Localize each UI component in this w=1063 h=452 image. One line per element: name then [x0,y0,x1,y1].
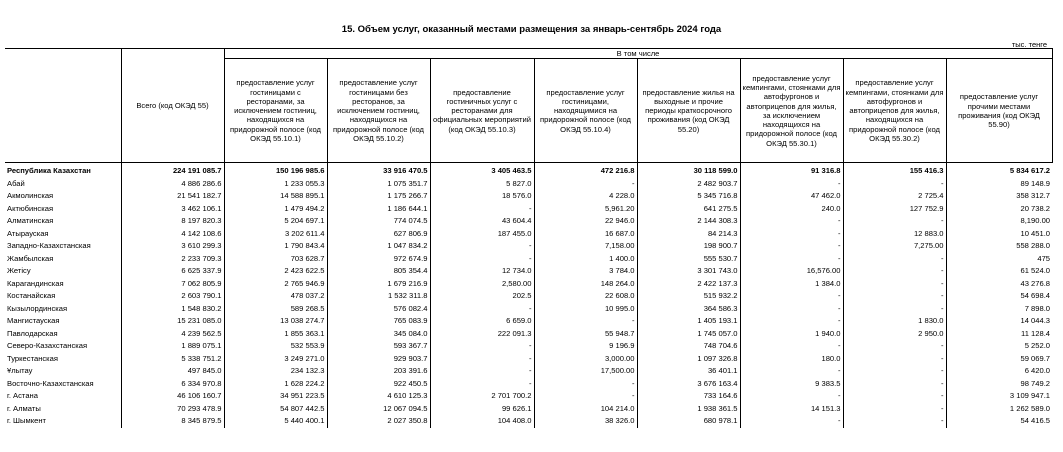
value-cell: 9 196.9 [534,340,637,353]
region-name: Алматинская [5,215,121,228]
value-cell: 34 951 223.5 [224,390,327,403]
value-cell: 55 948.7 [534,328,637,341]
value-cell: 1 075 351.7 [327,178,430,191]
region-name: Ұлытау [5,365,121,378]
table-row [5,415,1052,428]
value-cell: 84 214.3 [637,228,740,241]
region-name: Северо-Казахстанская [5,340,121,353]
value-cell: 2 701 700.2 [430,390,534,403]
value-cell: 61 524.0 [1020,266,1051,276]
value-cell: - [843,390,946,403]
value-cell: 3 109 947.1 [1009,391,1051,401]
value-cell: 1 855 363.1 [224,328,327,341]
value-cell: 478 037.2 [224,290,327,303]
value-cell: 1 679 216.9 [327,278,430,291]
value-cell: 680 978.1 [637,415,740,428]
value-cell: 59 069.7 [1020,353,1051,363]
value-cell: - [430,203,534,216]
value-cell: - [740,228,843,241]
header-col-55-90: предоставление услуг прочими местами проживания (код ОКЭД 55.90) [946,59,1052,163]
value-cell: 6 659.0 [430,315,534,328]
header-col-55-10-1: предоставление услуг гостиницами с ресторанами, за исключением гостиниц, находящихся на придорожной полосе (код ОКЭД 55.10.1) [224,59,327,163]
region-name: Восточно-Казахстанская [5,378,121,391]
value-cell: 2 725.4 [843,190,946,203]
value-cell: 14 044.3 [1020,316,1051,326]
header-total: Всего (код ОКЭД 55) [121,49,224,163]
region-name: Кызылординская [5,303,121,316]
total-value-cell: 2 603 790.1 [121,290,224,303]
value-cell: 1 479 494.2 [224,203,327,216]
value-cell: 187 455.0 [430,228,534,241]
total-value-cell: 497 845.0 [121,365,224,378]
value-cell: 38 326.0 [534,415,637,428]
value-cell: - [843,365,946,378]
table-row [5,353,1052,366]
value-cell: 475 [1037,253,1051,263]
value-cell: - [430,378,534,391]
value-cell: 12 734.0 [430,265,534,278]
value-cell: 198 900.7 [637,240,740,253]
region-name: Западно-Казахстанская [5,240,121,253]
value-cell: 33 916 470.5 [327,163,430,178]
table-row [5,365,1052,378]
value-cell: 10 995.0 [534,303,637,316]
value-cell: 2 422 137.3 [637,278,740,291]
value-cell: 2,580.00 [430,278,534,291]
value-cell: - [740,215,843,228]
value-cell: 4 610 125.3 [327,390,430,403]
header-col-55-20: предоставление жилья на выходные и прочие периоды краткосрочного проживания (код ОКЭД 55.20) [637,59,740,163]
value-cell: 240.0 [740,203,843,216]
value-cell: 1 175 266.7 [327,190,430,203]
value-cell: 17,500.00 [534,365,637,378]
value-cell: 774 074.5 [327,215,430,228]
value-cell: 43 604.4 [430,215,534,228]
value-cell: 14 151.3 [740,403,843,416]
region-name: г. Алматы [5,403,121,416]
total-value-cell: 3 462 106.1 [121,203,224,216]
value-cell: 2 482 903.7 [637,178,740,191]
value-cell: 234 132.3 [224,365,327,378]
table-row [5,240,1052,253]
value-cell: - [534,390,637,403]
total-value-cell: 2 233 709.3 [121,253,224,266]
total-value-cell: 4 142 108.6 [121,228,224,241]
table-row [5,315,1052,328]
value-cell: 1 790 843.4 [224,240,327,253]
value-cell: - [534,178,637,191]
value-cell: - [740,340,843,353]
value-cell: - [740,253,843,266]
value-cell: 148 264.0 [534,278,637,291]
region-name: г. Шымкент [5,415,121,428]
table-row [5,228,1052,241]
value-cell: 748 704.6 [637,340,740,353]
value-cell: 104 214.0 [534,403,637,416]
value-cell: 89 148.9 [1020,178,1051,188]
region-name: г. Астана [5,390,121,403]
value-cell: 5 440 400.1 [224,415,327,428]
value-cell: - [430,253,534,266]
total-value-cell: 6 334 970.8 [121,378,224,391]
region-name: Туркестанская [5,353,121,366]
value-cell: 345 084.0 [327,328,430,341]
value-cell: 155 416.3 [843,163,946,178]
total-value-cell: 21 541 182.7 [121,190,224,203]
value-cell: 4 228.0 [534,190,637,203]
value-cell: 2 765 946.9 [224,278,327,291]
region-name: Атырауская [5,228,121,241]
table-row [5,403,1052,416]
value-cell: 91 316.8 [740,163,843,178]
header-col-55-10-2: предоставление услуг гостиницами без ресторанов, за исключением гостиниц, находящихся на придорожной полосе (код ОКЭД 55.10.2) [327,59,430,163]
header-col-55-30-2: предоставление услуг кемпингами, стоянками для автофургонов и автоприцепов для жилья, находящихся на придорожной полосе (код ОКЭД 55.30.2) [843,59,946,163]
value-cell: 641 275.5 [637,203,740,216]
value-cell: - [740,178,843,191]
value-cell: - [843,278,946,291]
total-value-cell: 224 191 085.7 [121,163,224,178]
region-name: Актюбинская [5,203,121,216]
value-cell: 765 083.9 [327,315,430,328]
value-cell: 18 576.0 [430,190,534,203]
value-cell: 98 749.2 [1020,378,1051,388]
value-cell: 1 186 644.1 [327,203,430,216]
value-cell: 2 144 308.3 [637,215,740,228]
value-cell: 22 946.0 [534,215,637,228]
total-value-cell: 3 610 299.3 [121,240,224,253]
value-cell: 30 118 599.0 [637,163,740,178]
value-cell: 1 940.0 [740,328,843,341]
region-name: Жамбылская [5,253,121,266]
table-row [5,203,1052,216]
value-cell: 1 745 057.0 [637,328,740,341]
table-row [5,340,1052,353]
value-cell: 36 401.1 [637,365,740,378]
value-cell: - [430,240,534,253]
value-cell: 3 202 611.4 [224,228,327,241]
value-cell: 9 383.5 [740,378,843,391]
value-cell: 11 128.4 [1021,328,1051,338]
value-cell: 2 423 622.5 [224,265,327,278]
value-cell: - [740,303,843,316]
value-cell: 7 898.0 [1024,303,1051,313]
value-cell: 222 091.3 [430,328,534,341]
value-cell: 5,961.20 [534,203,637,216]
total-value-cell: 15 231 085.0 [121,315,224,328]
value-cell: 1 262 589.0 [1009,403,1051,413]
unit-label: тыс. тенге [1011,40,1047,49]
table-row [5,290,1052,303]
value-cell: - [430,365,534,378]
total-value-cell: 46 106 160.7 [121,390,224,403]
value-cell: - [740,290,843,303]
value-cell: 558 288.0 [1016,241,1051,251]
total-value-cell: 7 062 805.9 [121,278,224,291]
value-cell: 1 830.0 [843,315,946,328]
table-row [5,328,1052,341]
value-cell: - [843,340,946,353]
value-cell: - [740,390,843,403]
value-cell: - [843,265,946,278]
value-cell: 589 268.5 [224,303,327,316]
value-cell: 10 451.0 [1020,228,1051,238]
value-cell: 150 196 985.6 [224,163,327,178]
value-cell: 43 276.8 [1020,278,1051,288]
value-cell: 922 450.5 [327,378,430,391]
table-row [5,378,1052,391]
table-row [5,303,1052,316]
value-cell: 1 938 361.5 [637,403,740,416]
value-cell: - [430,353,534,366]
total-value-cell: 1 548 830.2 [121,303,224,316]
header-region-corner [5,49,121,163]
header-col-55-30-1: предоставление услуг кемпингами, стоянками для автофургонов и автоприцепов для жилья, за исключением находящихся на придорожной полосе (код ОКЭД 55.30.1) [740,59,843,163]
value-cell: 12 067 094.5 [327,403,430,416]
table-row [5,265,1052,278]
value-cell: 104 408.0 [430,415,534,428]
table-title: 15. Объем услуг, оказанный местами размещения за январь-сентябрь 2024 года [341,24,722,35]
total-value-cell: 6 625 337.9 [121,265,224,278]
region-name: Абай [5,178,121,191]
value-cell: 3 301 743.0 [637,265,740,278]
region-name: Костанайская [5,290,121,303]
value-cell: 3,000.00 [534,353,637,366]
region-name: Республика Казахстан [5,163,121,178]
value-cell: 1 628 224.2 [224,378,327,391]
value-cell: 202.5 [430,290,534,303]
table-row [5,178,1052,191]
value-cell: 1 097 326.8 [637,353,740,366]
value-cell: 358 312.7 [1016,191,1051,201]
value-cell: - [843,290,946,303]
region-name: Жетісу [5,265,121,278]
value-cell: 127 752.9 [843,203,946,216]
value-cell: 3 676 163.4 [637,378,740,391]
table-row-total [5,163,1052,178]
value-cell: - [534,315,637,328]
total-value-cell: 1 889 075.1 [121,340,224,353]
value-cell: 3 405 463.5 [430,163,534,178]
value-cell: 703 628.7 [224,253,327,266]
total-value-cell: 8 197 820.3 [121,215,224,228]
value-cell: 99 626.1 [430,403,534,416]
value-cell: 5 252.0 [1024,341,1051,351]
value-cell: 203 391.6 [327,365,430,378]
value-cell: 16,576.00 [740,265,843,278]
value-cell: - [843,303,946,316]
services-table [5,48,1053,428]
value-cell: 5 834 617.2 [1009,166,1051,176]
value-cell: 364 586.3 [637,303,740,316]
value-cell: 5 204 697.1 [224,215,327,228]
value-cell: 576 082.4 [327,303,430,316]
value-cell: - [843,215,946,228]
value-cell: 5 827.0 [430,178,534,191]
value-cell: - [843,178,946,191]
value-cell: 54 416.5 [1020,416,1051,426]
region-name: Павлодарская [5,328,121,341]
total-value-cell: 8 345 879.5 [121,415,224,428]
value-cell: 2 950.0 [843,328,946,341]
value-cell: 7,158.00 [534,240,637,253]
value-cell: 14 588 895.1 [224,190,327,203]
header-col-55-10-3: предоставление гостиничных услуг с ресторанами для официальных мероприятий (код ОКЭД 55.10.3) [430,59,534,163]
value-cell: - [843,415,946,428]
value-cell: - [740,315,843,328]
value-cell: - [430,303,534,316]
table-row [5,390,1052,403]
value-cell: 1 405 193.1 [637,315,740,328]
value-cell: - [843,378,946,391]
value-cell: 5 345 716.8 [637,190,740,203]
value-cell: 627 806.9 [327,228,430,241]
value-cell: 532 553.9 [224,340,327,353]
value-cell: 1 400.0 [534,253,637,266]
value-cell: 929 903.7 [327,353,430,366]
table-row [5,278,1052,291]
region-name: Карагандинская [5,278,121,291]
table-row [5,253,1052,266]
value-cell: 54 807 442.5 [224,403,327,416]
value-cell: - [843,403,946,416]
total-value-cell: 4 886 286.6 [121,178,224,191]
value-cell: 972 674.9 [327,253,430,266]
value-cell: 515 932.2 [637,290,740,303]
value-cell: 1 047 834.2 [327,240,430,253]
value-cell: 7,275.00 [843,240,946,253]
value-cell: 805 354.4 [327,265,430,278]
value-cell: - [534,378,637,391]
table-row [5,190,1052,203]
value-cell: 3 249 271.0 [224,353,327,366]
value-cell: - [740,415,843,428]
value-cell: 20 738.2 [1020,203,1051,213]
total-value-cell: 5 338 751.2 [121,353,224,366]
value-cell: 593 367.7 [327,340,430,353]
value-cell: 1 532 311.8 [327,290,430,303]
value-cell: 3 784.0 [534,265,637,278]
total-value-cell: 4 239 562.5 [121,328,224,341]
value-cell: 6 420.0 [1024,366,1051,376]
region-name: Акмолинская [5,190,121,203]
value-cell: 555 530.7 [637,253,740,266]
value-cell: 733 164.6 [637,390,740,403]
value-cell: 47 462.0 [740,190,843,203]
header-including: В том числе [224,49,1052,59]
value-cell: - [430,340,534,353]
total-value-cell: 70 293 478.9 [121,403,224,416]
value-cell: - [740,240,843,253]
value-cell: 2 027 350.8 [327,415,430,428]
value-cell: 8,190.00 [1020,216,1051,226]
value-cell: 54 698.4 [1020,291,1051,301]
value-cell: 22 608.0 [534,290,637,303]
value-cell: - [740,365,843,378]
value-cell: - [843,353,946,366]
header-col-55-10-4: предоставление услуг гостиницами, находящимися на придорожной полосе (код ОКЭД 55.10.4) [534,59,637,163]
value-cell: 12 883.0 [843,228,946,241]
value-cell: 16 687.0 [534,228,637,241]
value-cell: 1 233 055.3 [224,178,327,191]
value-cell: 13 038 274.7 [224,315,327,328]
value-cell: 180.0 [740,353,843,366]
region-name: Мангистауская [5,315,121,328]
value-cell: - [843,253,946,266]
table-row [5,215,1052,228]
value-cell: 472 216.8 [534,163,637,178]
value-cell: 1 384.0 [740,278,843,291]
